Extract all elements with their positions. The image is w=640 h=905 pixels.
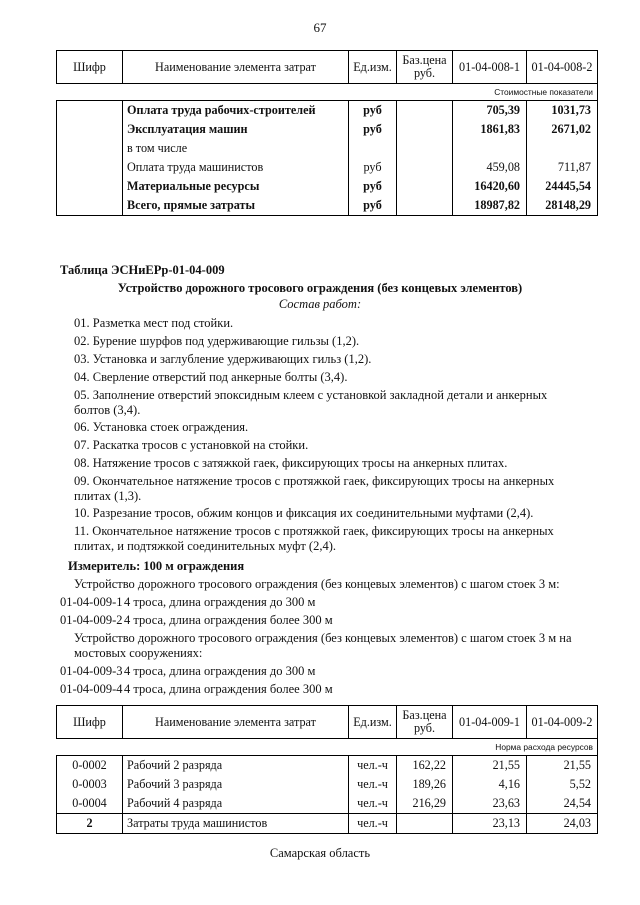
page-number: 67 [313,20,327,35]
cell-value-2: 1031,73 [527,101,598,121]
table-row [57,120,598,139]
header-name: Наименование элемента затрат [123,51,349,84]
cell-name: Рабочий 3 разряда [123,775,349,794]
header-unit: Ед.изм. [349,706,397,739]
cell-value-1: 21,55 [453,756,527,776]
cell-unit: руб [349,177,397,196]
cell-unit: чел.-ч [349,775,397,794]
variant-item [60,664,315,679]
work-step: 09. Окончательное натяжение тросов с протяжкой гаек, фиксирующих тросы на анкерных плитах (1,3). [74,474,555,503]
variant-text: 4 троса, длина ограждения до 300 м [124,664,316,678]
work-step: 01. Разметка мест под стойки. [74,316,234,330]
header-col-1: 01-04-009-1 [453,706,527,739]
resource-norms-table [56,705,598,834]
cell-code [57,158,123,177]
cell-value-2 [527,139,598,158]
cell-value-2: 2671,02 [527,120,598,139]
cell-unit [349,139,397,158]
cell-value-2: 24,54 [527,794,598,814]
cell-value-1: 459,08 [453,158,527,177]
table-subheader-row [57,739,598,756]
variant-item [60,613,333,628]
cell-name: Эксплуатация машин [123,120,349,139]
cell-unit: чел.-ч [349,794,397,814]
header-col-2: 01-04-008-2 [527,51,598,84]
page-footer: Самарская область [269,846,371,860]
header-base-price: Баз.цена руб. [397,51,453,84]
cell-value-1: 705,39 [453,101,527,121]
cell-value-1: 18987,82 [453,196,527,216]
table-subheader-row [57,84,598,101]
header-col-1: 01-04-008-1 [453,51,527,84]
cell-code [57,120,123,139]
cell-code: 2 [57,814,123,834]
cost-indicators-table [56,50,598,216]
header-code: Шифр [57,706,123,739]
work-step: 08. Натяжение тросов с затяжкой гаек, фиксирующих тросы на анкерных плитах. [74,456,508,470]
cell-base-price [397,101,453,121]
cell-name: в том числе [123,139,349,158]
variant-text: 4 троса, длина ограждения более 300 м [124,613,333,627]
table-row [57,814,598,834]
cell-value-2: 28148,29 [527,196,598,216]
cell-unit: руб [349,101,397,121]
header-unit: Ед.изм. [349,51,397,84]
cell-base-price [397,158,453,177]
table-row [57,775,598,794]
variant-text: 4 троса, длина ограждения до 300 м [124,595,316,609]
cell-name: Затраты труда машинистов [123,814,349,834]
variant-text: 4 троса, длина ограждения более 300 м [124,682,333,696]
variant-item [60,595,315,610]
work-step: 05. Заполнение отверстий эпоксидным клеем с установкой закладной детали и анкерных болтов (3,4). [74,388,548,417]
work-step: 11. Окончательное натяжение тросов с протяжкой гаек, фиксирующих тросы на анкерных плитах, и подтяжкой соединительных муфт (2,4). [74,524,554,553]
work-step: 06. Установка стоек ограждения. [74,420,249,434]
cell-code [57,139,123,158]
cell-name: Оплата труда машинистов [123,158,349,177]
cell-base-price: 216,29 [397,794,453,814]
cell-value-2: 5,52 [527,775,598,794]
table-row [57,794,598,814]
cell-unit: руб [349,120,397,139]
table-header-row [57,51,598,84]
table-subheader: Стоимостные показатели [57,84,598,101]
cell-base-price [397,196,453,216]
measure-unit: Измеритель: 100 м ограждения [68,559,245,573]
cell-value-1 [453,139,527,158]
header-col-2: 01-04-009-2 [527,706,598,739]
cell-value-1: 23,13 [453,814,527,834]
cell-code [57,196,123,216]
table-row [57,101,598,121]
header-code: Шифр [57,51,123,84]
cell-value-2: 711,87 [527,158,598,177]
table-title: Таблица ЭСНиЕРр-01-04-009 [60,263,225,277]
table-row [57,177,598,196]
cell-base-price [397,120,453,139]
work-step: 02. Бурение шурфов под удерживающие гильзы (1,2). [74,334,360,348]
cell-name: Материальные ресурсы [123,177,349,196]
table-row [57,139,598,158]
cell-unit: чел.-ч [349,814,397,834]
work-title: Устройство дорожного тросового ограждения (без концевых элементов) [117,281,523,295]
cell-value-1: 4,16 [453,775,527,794]
cell-code [57,101,123,121]
table-row [57,196,598,216]
cell-name: Рабочий 4 разряда [123,794,349,814]
work-step: 03. Установка и заглубление удерживающих гильз (1,2). [74,352,372,366]
cell-code: 0-0003 [57,775,123,794]
work-step: 07. Раскатка тросов с установкой на стойки. [74,438,309,452]
variant-intro: Устройство дорожного тросового ограждения (без концевых элементов) с шагом стоек 3 м на мостовых сооружениях: [74,631,572,660]
cell-code: 0-0002 [57,756,123,776]
cell-value-2: 24,03 [527,814,598,834]
cell-base-price [397,177,453,196]
cell-value-2: 24445,54 [527,177,598,196]
cell-base-price: 162,22 [397,756,453,776]
header-base-price: Баз.цена руб. [397,706,453,739]
cell-base-price: 189,26 [397,775,453,794]
cell-unit: руб [349,158,397,177]
cell-name: Всего, прямые затраты [123,196,349,216]
table-row [57,756,598,776]
table-subheader: Норма расхода ресурсов [57,739,598,756]
cell-unit: чел.-ч [349,756,397,776]
cell-value-1: 23,63 [453,794,527,814]
table-header-row [57,706,598,739]
cell-name: Оплата труда рабочих-строителей [123,101,349,121]
variant-code: 01-04-009-4 [60,682,123,696]
cell-code [57,177,123,196]
variant-item [60,682,333,697]
cell-name: Рабочий 2 разряда [123,756,349,776]
table-row [57,158,598,177]
cell-base-price [397,139,453,158]
variant-code: 01-04-009-3 [60,664,123,678]
variant-intro: Устройство дорожного тросового ограждения (без концевых элементов) с шагом стоек 3 м: [74,577,560,591]
cell-base-price [397,814,453,834]
cell-value-1: 16420,60 [453,177,527,196]
cell-value-2: 21,55 [527,756,598,776]
cell-code: 0-0004 [57,794,123,814]
work-subtitle: Состав работ: [278,297,362,311]
work-step: 10. Разрезание тросов, обжим концов и фиксация их соединительными муфтами (2,4). [74,506,534,520]
cell-value-1: 1861,83 [453,120,527,139]
variant-code: 01-04-009-1 [60,595,123,609]
work-step: 04. Сверление отверстий под анкерные болты (3,4). [74,370,348,384]
cell-unit: руб [349,196,397,216]
variant-code: 01-04-009-2 [60,613,123,627]
header-name: Наименование элемента затрат [123,706,349,739]
